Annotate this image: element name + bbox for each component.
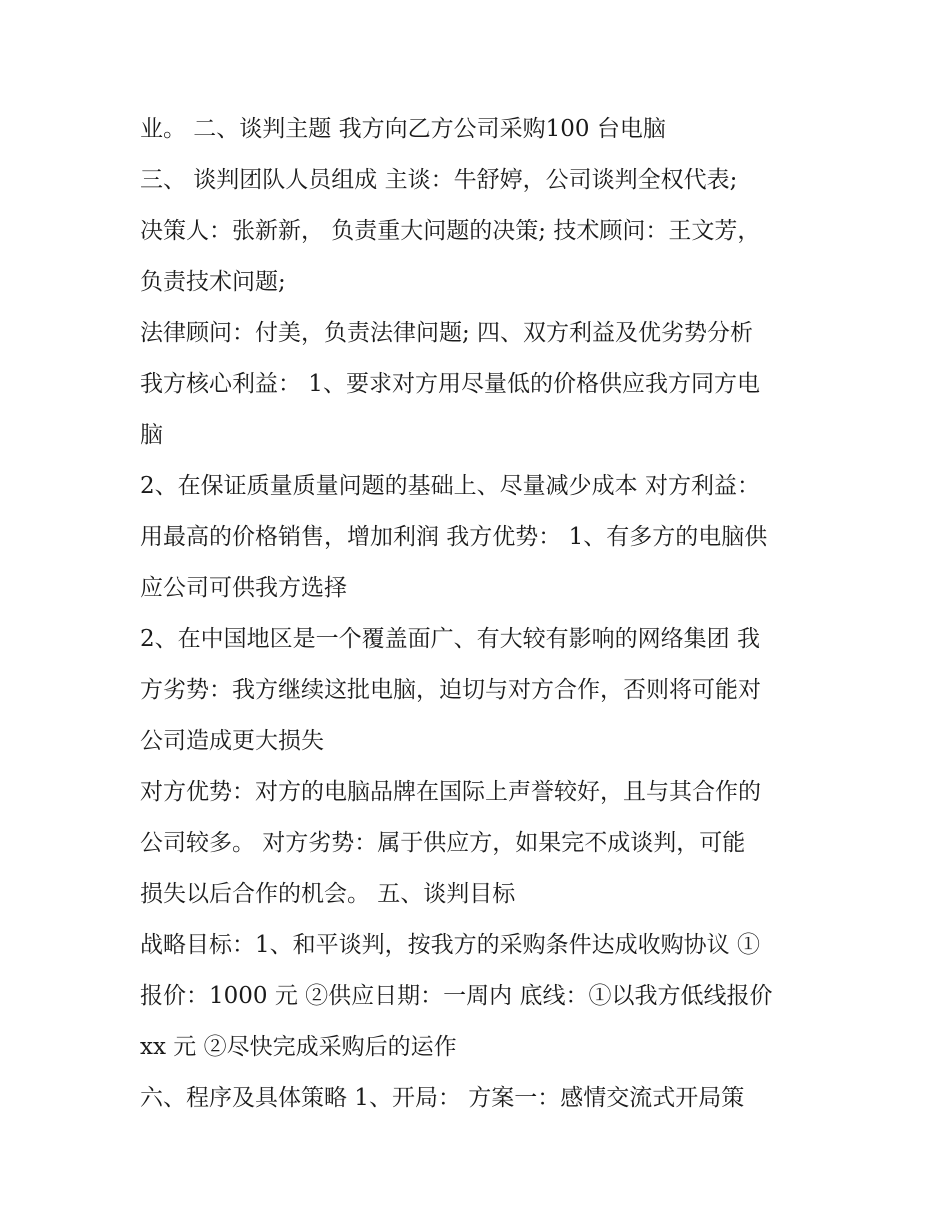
text-line: 2、在保证质量质量问题的基础上、尽量减少成本 对方利益： (140, 473, 760, 499)
text-line: 报价：1000 元 ②供应日期：一周内 底线：①以我方低线报价 (140, 983, 773, 1009)
text-line: 三、 谈判团队人员组成 主谈：牛舒婷，公司谈判全权代表; (140, 167, 738, 193)
text-line: 损失以后合作的机会。 五、谈判目标 (140, 881, 516, 907)
text-line: 公司较多。 对方劣势：属于供应方，如果完不成谈判，可能 (140, 830, 746, 856)
text-line: 业。 二、谈判主题 我方向乙方公司采购100 台电脑 (140, 116, 666, 142)
text-line: xx 元 ②尽快完成采购后的运作 (140, 1034, 457, 1060)
text-line: 决策人：张新新， 负责重大问题的决策; 技术顾问：王文芳， (140, 218, 761, 244)
text-line: 2、在中国地区是一个覆盖面广、有大较有影响的网络集团 我 (140, 626, 760, 652)
document-body (140, 104, 820, 1124)
text-line: 六、程序及具体策略 1、开局： 方案一：感情交流式开局策 (140, 1085, 745, 1111)
text-line: 公司造成更大损失 (140, 728, 324, 754)
text-line: 用最高的价格销售，增加利润 我方优势： 1、有多方的电脑供 (140, 524, 768, 550)
text-line: 我方核心利益： 1、要求对方用尽量低的价格供应我方同方电 (140, 371, 760, 397)
text-line: 法律顾问：付美，负责法律问题; 四、双方利益及优劣势分析 (140, 320, 754, 346)
text-line: 脑 (140, 422, 163, 448)
text-line: 负责技术问题; (140, 269, 286, 295)
text-line: 战略目标：1、和平谈判，按我方的采购条件达成收购协议 ① (140, 932, 760, 958)
text-line: 应公司可供我方选择 (140, 575, 347, 601)
text-line: 对方优势：对方的电脑品牌在国际上声誉较好，且与其合作的 (140, 779, 761, 805)
text-line: 方劣势：我方继续这批电脑，迫切与对方合作，否则将可能对 (140, 677, 761, 703)
